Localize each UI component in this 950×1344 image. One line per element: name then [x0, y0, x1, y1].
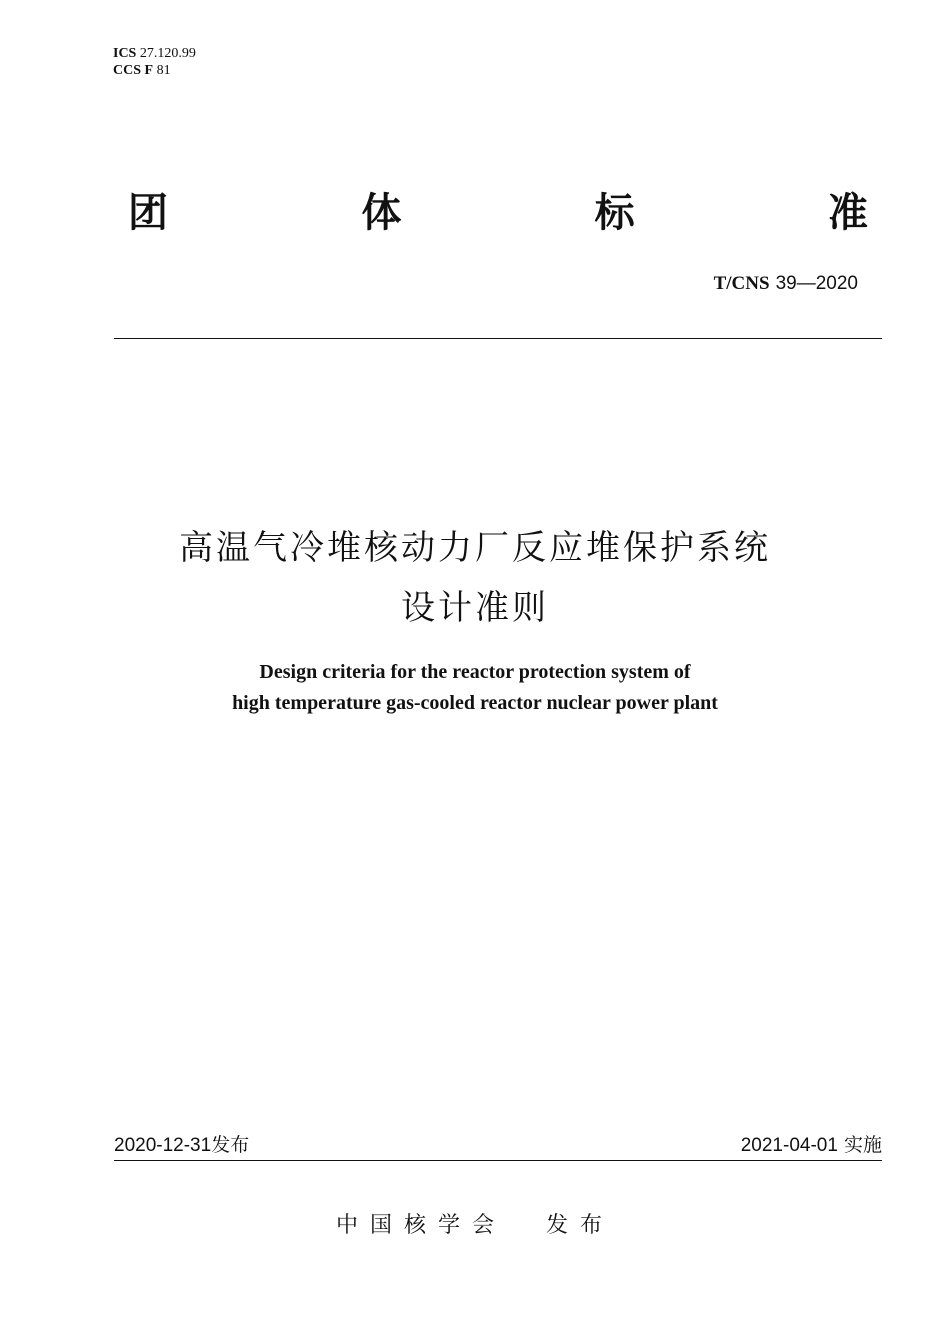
ccs-label: CCS [113, 63, 142, 78]
standard-type-char: 准 [827, 189, 868, 236]
implement-date-line [741, 1130, 882, 1157]
publish-date-line [114, 1130, 249, 1157]
standard-number-prefix: T/CNS [713, 273, 770, 294]
publisher-line [0, 1208, 950, 1239]
standard-type-char: 标 [594, 189, 635, 236]
ics-line [113, 46, 196, 62]
ics-code: 27.120.99 [139, 46, 196, 61]
ccs-line [113, 63, 171, 79]
standard-number [714, 272, 858, 295]
publish-date: 2020-12-31 [114, 1135, 212, 1156]
top-divider [114, 338, 882, 339]
publisher-organization: 中国核学会 [335, 1213, 506, 1238]
standard-number-value: 39—2020 [775, 273, 858, 294]
ccs-letter: F [144, 63, 154, 78]
title-cn-line1: 高温气冷堆核动力厂反应堆保护系统 [179, 528, 771, 568]
implement-word: 实施 [843, 1134, 882, 1156]
title-cn-line2: 设计准则 [401, 588, 549, 628]
publish-word: 发布 [211, 1134, 250, 1156]
bottom-divider [114, 1160, 882, 1161]
standard-type-char: 体 [361, 189, 402, 236]
title-en-line2: high temperature gas-cooled reactor nuclear power plant [232, 692, 718, 714]
ccs-code: 81 [156, 63, 171, 78]
title-en-line1: Design criteria for the reactor protection system of [259, 661, 691, 683]
standard-type-heading [128, 182, 868, 236]
standard-type-char: 团 [128, 189, 168, 236]
publisher-verb: 发布 [546, 1213, 615, 1238]
implement-date: 2021-04-01 [740, 1135, 838, 1156]
ics-label: ICS [113, 46, 137, 61]
